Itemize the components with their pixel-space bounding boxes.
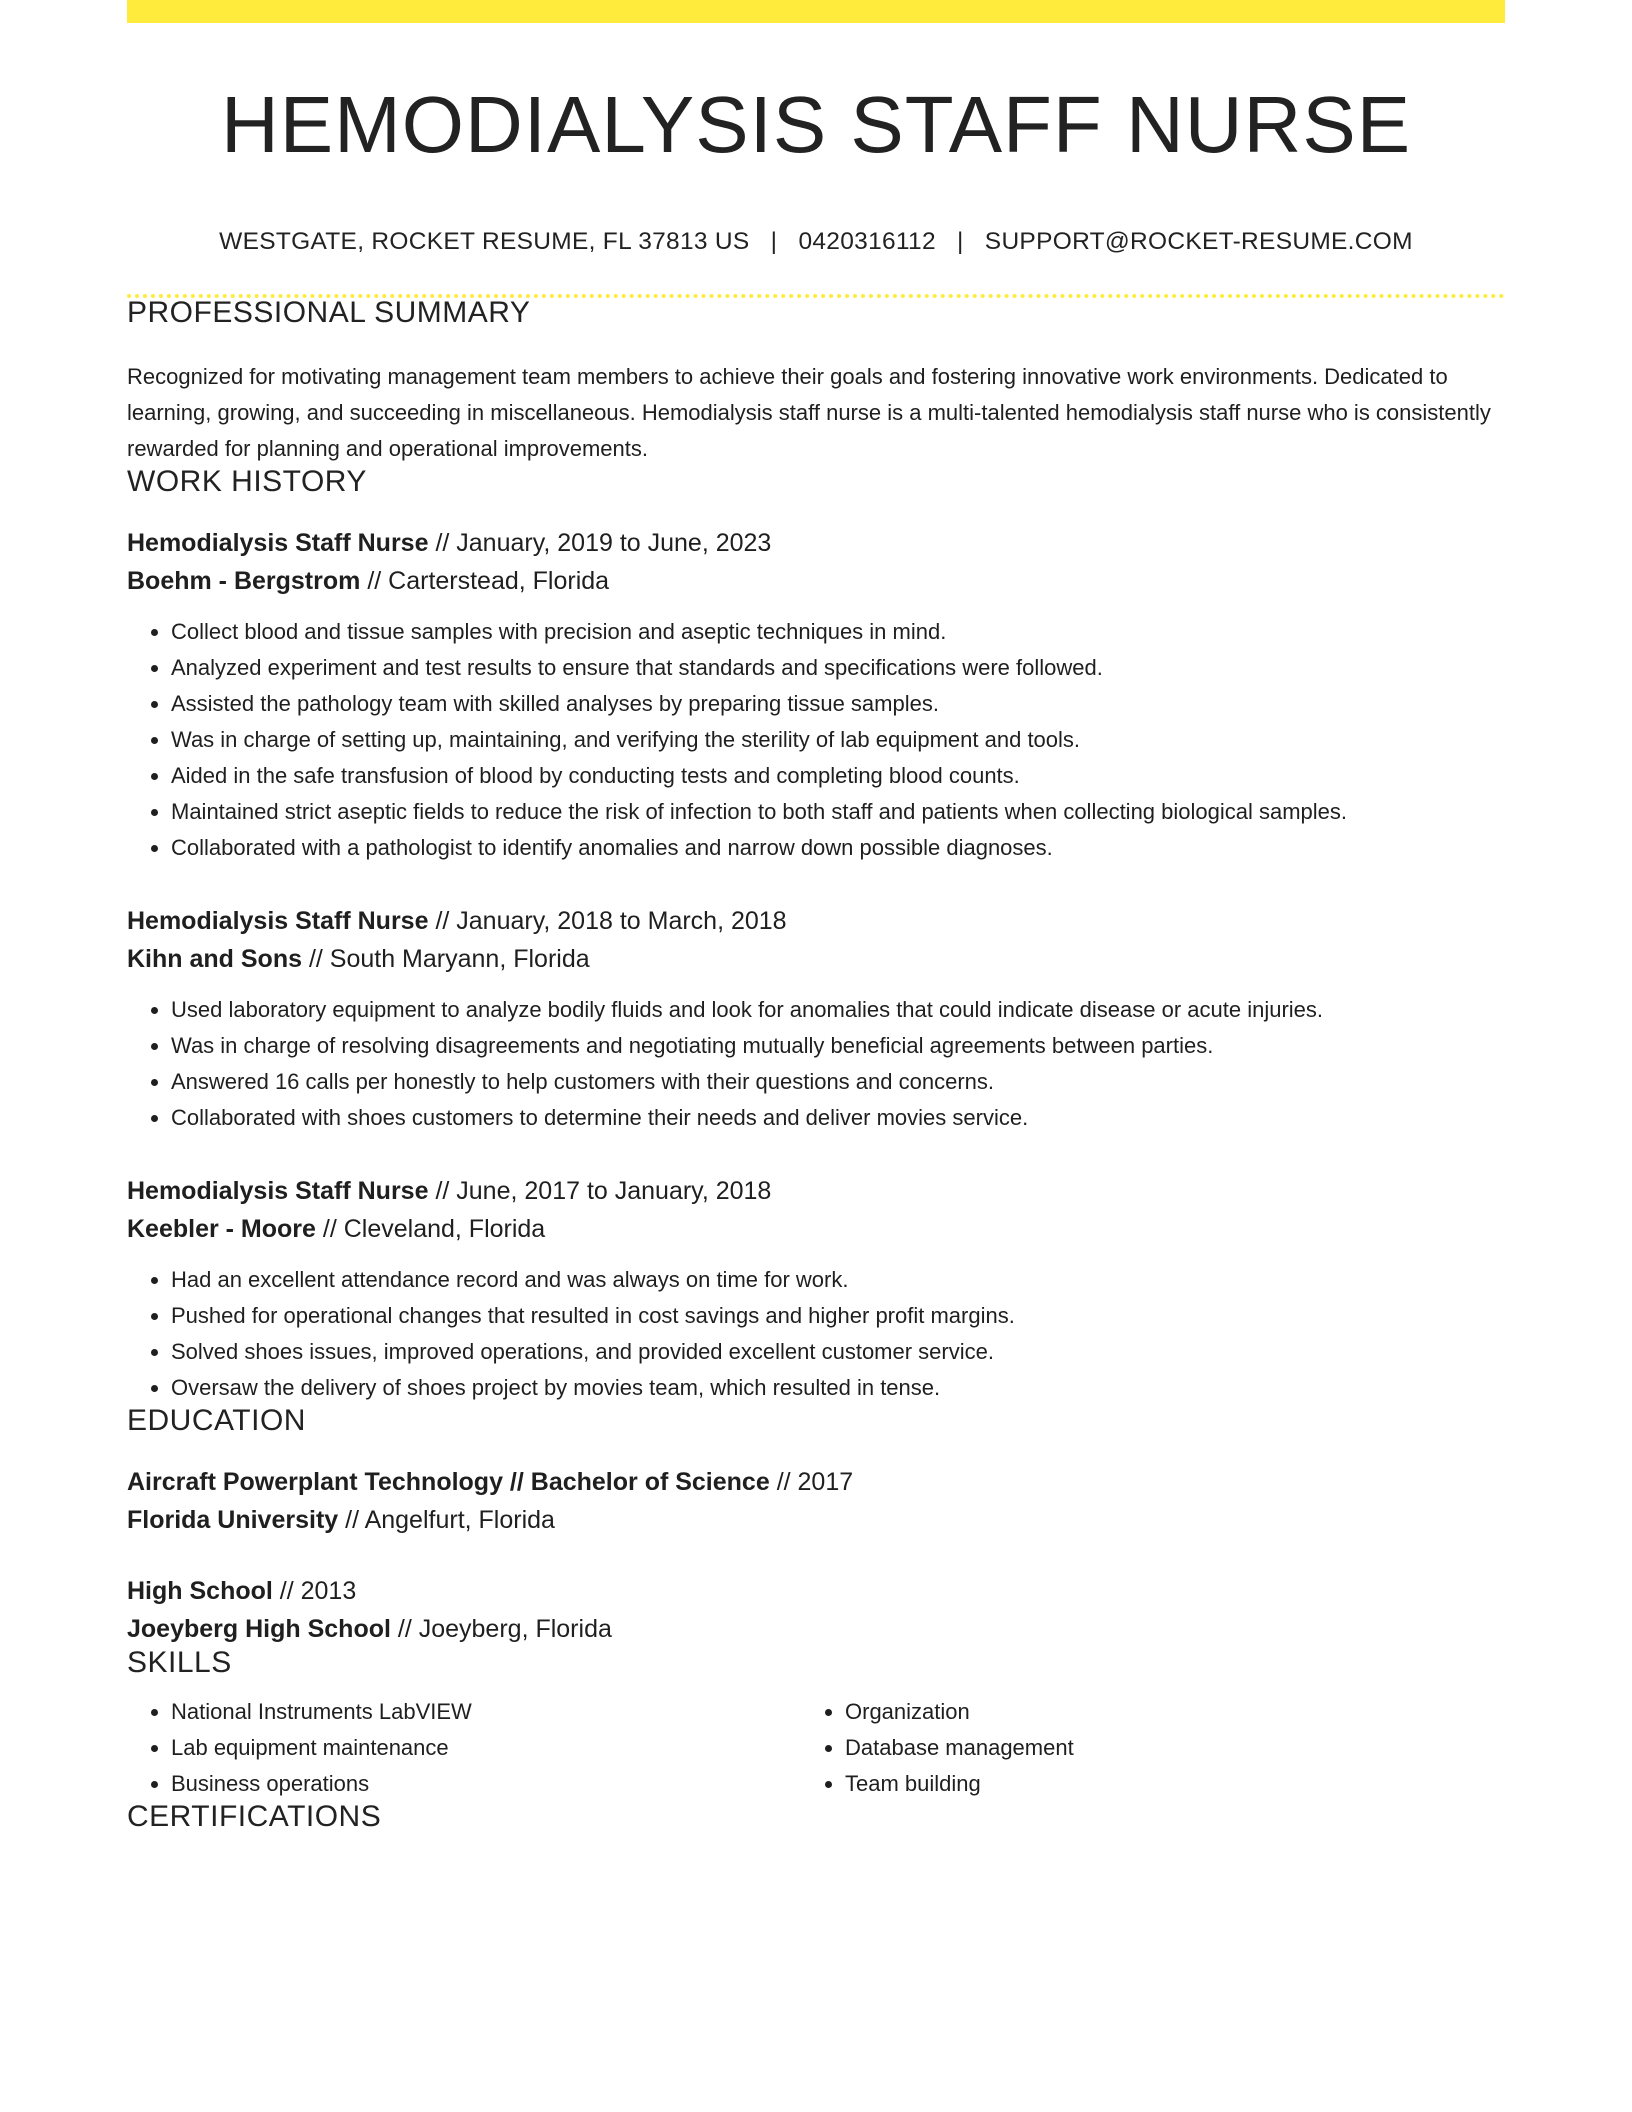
job-dates: // January, 2019 to June, 2023	[428, 528, 772, 557]
work-history-title: WORK HISTORY	[127, 464, 367, 498]
education-school-line	[127, 1501, 1505, 1539]
skill-item: • Database management	[845, 1730, 1445, 1766]
skill-item: • Team building	[845, 1766, 1445, 1802]
job-position-line	[127, 902, 1505, 940]
contact-line	[127, 230, 1505, 255]
education-school-line	[127, 1610, 1505, 1648]
work-history-list	[127, 524, 1505, 1406]
skill-item: • Organization	[845, 1694, 1445, 1730]
contact-address: WESTGATE, ROCKET RESUME, FL 37813 US	[219, 228, 750, 255]
list-item: • Had an excellent attendance record and was always on time for work.	[171, 1262, 1505, 1298]
list-item: • Aided in the safe transfusion of blood by conducting tests and completing blood counts.	[171, 758, 1505, 794]
list-item: • Used laboratory equipment to analyze bodily fluids and look for anomalies that could indicate disease or acute injuries.	[171, 992, 1505, 1028]
education-entry	[127, 1463, 1505, 1539]
list-item: • Solved shoes issues, improved operations, and provided excellent customer service.	[171, 1334, 1505, 1370]
skills-column	[801, 1694, 1445, 1802]
resume-name: HEMODIALYSIS STAFF NURSE	[220, 80, 1412, 169]
job-employer-line	[127, 562, 1505, 600]
job-location: // South Maryann, Florida	[302, 944, 590, 973]
job-location: // Cleveland, Florida	[315, 1214, 546, 1243]
list-item: • Collaborated with shoes customers to determine their needs and deliver movies service.	[171, 1100, 1505, 1136]
list-item: • Was in charge of resolving disagreements and negotiating mutually beneficial agreements between parties.	[171, 1028, 1505, 1064]
contact-email: SUPPORT@ROCKET-RESUME.COM	[984, 228, 1413, 255]
education-degree-line	[127, 1572, 1505, 1610]
education-year: // 2017	[769, 1467, 854, 1496]
job-employer-line	[127, 940, 1505, 978]
summary-text: Recognized for motivating management team members to achieve their goals and fostering innovative work environments. Dedicated to learning, growing, and succeeding in miscellaneous. Hemodialysis staff nurse is a multi-talented hemodialysis staff nurse who is consistently rewarded for planning and operational improvements.	[127, 363, 1491, 461]
job-position-line	[127, 1172, 1505, 1210]
skills-column	[127, 1694, 801, 1802]
education-entry	[127, 1572, 1505, 1648]
job-employer-line	[127, 1210, 1505, 1248]
list-item: • Answered 16 calls per honestly to help customers with their questions and concerns.	[171, 1064, 1505, 1100]
list-item: • Analyzed experiment and test results to ensure that standards and specifications were followed.	[171, 650, 1505, 686]
list-item: • Collaborated with a pathologist to identify anomalies and narrow down possible diagnoses.	[171, 830, 1505, 866]
skill-item: • National Instruments LabVIEW	[171, 1694, 801, 1730]
job-entry	[127, 524, 1505, 866]
summary-title: PROFESSIONAL SUMMARY	[127, 295, 531, 329]
skill-item: • Lab equipment maintenance	[171, 1730, 801, 1766]
list-item: • Was in charge of setting up, maintaining, and verifying the sterility of lab equipment and tools.	[171, 722, 1505, 758]
job-entry	[127, 902, 1505, 1136]
job-dates: // January, 2018 to March, 2018	[428, 906, 787, 935]
job-position: Hemodialysis Staff Nurse	[127, 906, 429, 935]
contact-phone: 0420316112	[798, 228, 936, 255]
education-degree: Aircraft Powerplant Technology // Bachelor of Science	[127, 1467, 770, 1496]
job-position-line	[127, 524, 1505, 562]
job-bullets	[127, 992, 1505, 1136]
job-employer: Kihn and Sons	[127, 944, 302, 973]
job-location: // Carterstead, Florida	[360, 566, 610, 595]
certifications-title: CERTIFICATIONS	[127, 1799, 382, 1833]
job-entry	[127, 1172, 1505, 1406]
education-degree: High School	[127, 1576, 273, 1605]
skills-title: SKILLS	[127, 1645, 232, 1679]
education-list	[127, 1463, 1505, 1648]
education-degree-line	[127, 1463, 1505, 1501]
contact-separator: |	[957, 228, 964, 255]
job-employer: Boehm - Bergstrom	[127, 566, 361, 595]
education-year: // 2013	[272, 1576, 357, 1605]
job-bullets	[127, 1262, 1505, 1406]
list-item: • Pushed for operational changes that resulted in cost savings and higher profit margins.	[171, 1298, 1505, 1334]
job-dates: // June, 2017 to January, 2018	[428, 1176, 772, 1205]
list-item: • Oversaw the delivery of shoes project by movies team, which resulted in tense.	[171, 1370, 1505, 1406]
contact-separator: |	[770, 228, 778, 255]
education-title: EDUCATION	[127, 1403, 306, 1437]
list-item: • Assisted the pathology team with skilled analyses by preparing tissue samples.	[171, 686, 1505, 722]
skills-list	[127, 1694, 1505, 1802]
education-location: // Joeyberg, Florida	[390, 1614, 612, 1643]
job-employer: Keebler - Moore	[127, 1214, 316, 1243]
skill-item: • Business operations	[171, 1766, 801, 1802]
top-accent-bar	[127, 0, 1505, 23]
education-school: Joeyberg High School	[127, 1614, 391, 1643]
job-bullets	[127, 614, 1505, 866]
job-position: Hemodialysis Staff Nurse	[127, 528, 429, 557]
job-position: Hemodialysis Staff Nurse	[127, 1176, 429, 1205]
education-school: Florida University	[127, 1505, 339, 1534]
education-location: // Angelfurt, Florida	[338, 1505, 555, 1534]
list-item: • Collect blood and tissue samples with precision and aseptic techniques in mind.	[171, 614, 1505, 650]
list-item: • Maintained strict aseptic fields to reduce the risk of infection to both staff and patients when collecting biological samples.	[171, 794, 1505, 830]
